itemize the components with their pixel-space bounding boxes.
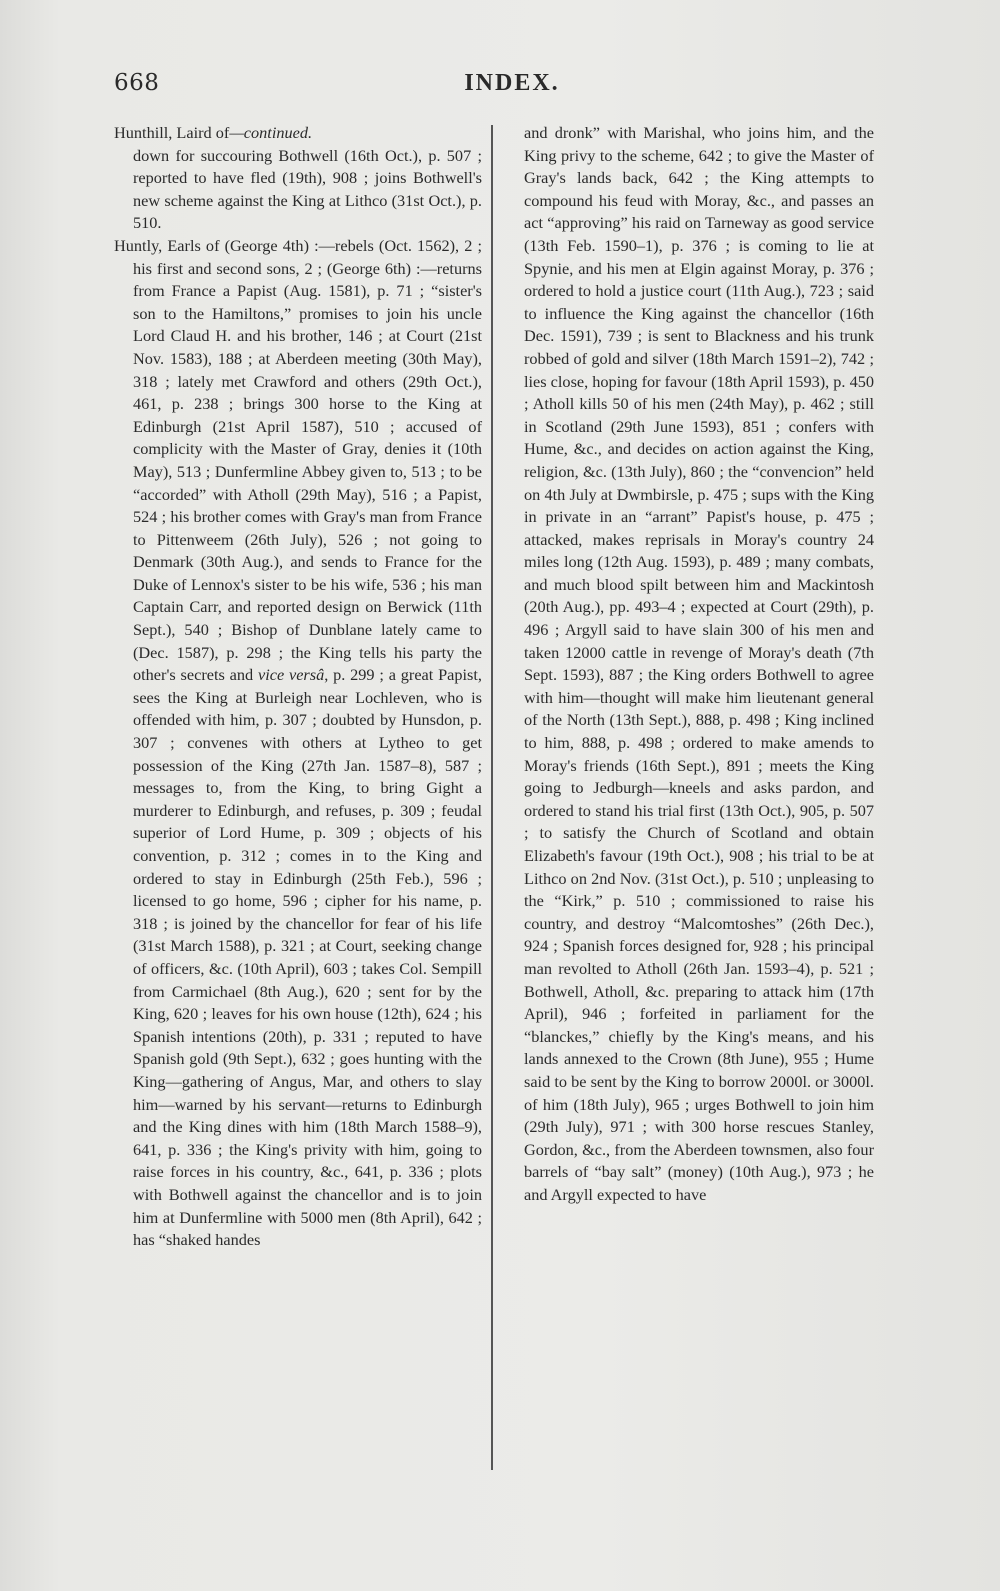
italic-vice-versa: vice versâ: [257, 665, 325, 685]
left-column: [114, 122, 482, 1252]
column-divider: [491, 125, 493, 1470]
entry-huntly: [114, 235, 482, 1252]
entry-huntly-text: Huntly, Earls of (George 4th) :—rebels (Oct. 1562), 2 ; his first and second sons, 2 ; (George 6th) :—returns from France a Papist (Aug. 1581), p. 71 ; “sister's son to the Hamiltons,” promises to join his uncle Lord Claud H. and his brother, 146 ; at Court (21st Nov. 1583), 188 ; at Aberdeen meeting (30th May), 318 ; lately met Crawford and others (29th Oct.), 461, p. 238 ; brings 300 horse to the King at Edinburgh (21st April 1587), 510 ; accused of complicity with the Master of Gray, denies it (10th May), 513 ; Dunfermline Abbey given to, 513 ; to be “accorded” with Atholl (29th May), 516 ; a Papist, 524 ; his brother comes with Gray's man from France to Pittenweem (26th July), 526 ; not going to Denmark (30th Aug.), and sends to France for the Duke of Lennox's sister to be his wife, 536 ; his man Captain Carr, and reported design on Berwick (11th Sept.), 540 ; Bishop of Dunblane lately came to (Dec. 1587), p. 298 ; the King tells his party the other's secrets and: [114, 235, 482, 685]
entry-hunthill-heading: [114, 122, 482, 145]
entry-huntly-text-continued: , p. 299 ; a great Papist, sees the King at Burleigh near Lochleven, who is offended with him, p. 307 ; doubted by Hunsdon, p. 307 ; convenes with others at Lytheo to get possession of the King (27th Jan. 1587–8), 587 ; messages to, from the King, to bring Gight a murderer to Edinburgh, and refuses, p. 309 ; feudal superior of Lord Hume, p. 309 ; objects of his convention, p. 312 ; comes in to the King and ordered to stay in Edinburgh (25th Feb.), 596 ; licensed to go home, 596 ; cipher for his name, p. 318 ; is joined by the chancellor for fear of his life (31st March 1588), p. 321 ; at Court, seeking change of officers, &c. (10th April), 603 ; takes Col. Sempill from Carmichael (8th Aug.), 620 ; sent for by the King, 620 ; leaves for his own house (12th), 624 ; his Spanish intentions (20th), p. 331 ; reputed to have Spanish gold (9th Sept.), 632 ; goes hunting with the King—gathering of Angus, Mar, and others to slay him—warned by his servant—returns to Edinburgh and the King dines with him (18th March 1588–9), 641, p. 336 ; the King's privity with him, going to raise forces in his country, &c., 641, p. 336 ; plots with Bothwell against the chancellor and is to join him at Dunfermline with 5000 men (8th April), 642 ; has “shaked handes: [133, 665, 482, 1250]
page-number: 668: [114, 70, 160, 96]
right-column: [524, 122, 874, 1207]
running-head: INDEX.: [464, 70, 560, 96]
entry-hunthill-text: down for succouring Bothwell (16th Oct.), p. 507 ; reported to have fled (19th), 908 ; joins Bothwell's new scheme against the King at Lithco (31st Oct.), p. 510.: [133, 145, 482, 233]
continued-label: —continued.: [229, 123, 313, 142]
entry-hunthill-name: Hunthill, Laird of: [114, 123, 230, 142]
entry-huntly-continued-right: and dronk” with Marishal, who joins him, and the King privy to the scheme, 642 ; to give the Master of Gray's lands back, 642 ; the King attempts to compound his feud with Moray, &c., and passes an act “approving” his raid on Tarneway as good service (13th Feb. 1590–1), p. 376 ; is coming to lie at Spynie, and his men at Elgin against Moray, p. 376 ; ordered to hold a justice court (11th Aug.), 723 ; said to influence the King against the chancellor (16th Dec. 1591), 739 ; is sent to Blackness and his trunk robbed of gold and silver (18th March 1591–2), 742 ; lies close, hoping for favour (18th April 1593), p. 450 ; Atholl kills 50 of his men (24th May), p. 462 ; still in Scotland (29th June 1593), 851 ; confers with Hume, &c., and decides on action against the King, religion, &c. (13th July), 860 ; the “convencion” held on 4th July at Dwmbirsle, p. 475 ; sups with the King in private in an “arrant” Papist's house, p. 475 ; attacked, makes reprisals in Moray's country 24 miles long (12th Aug. 1593), p. 489 ; many combats, and much blood spilt between him and Mackintosh (20th Aug.), pp. 493–4 ; expected at Court (29th), p. 496 ; Argyll said to have slain 300 of his men and taken 12000 cattle in revenge of Moray's death (7th Sept. 1593), 887 ; the King orders Bothwell to agree with him—thought will make him lieutenant general of the North (13th Sept.), 888, p. 498 ; King inclined to him, 888, p. 498 ; ordered to make amends to Moray's friends (16th Sept.), 891 ; meets the King going to Jedburgh—kneels and asks pardon, and ordered to stand his trial first (13th Oct.), 905, p. 507 ; to satisfy the Church of Scotland and obtain Elizabeth's favour (19th Oct.), 908 ; his trial to be at Lithco on 2nd Nov. (31st Oct.), p. 510 ; unpleasing to the “Kirk,” p. 510 ; commissioned to raise his country, and destroy “Malcomtoshes” (26th Dec.), 924 ; Spanish forces designed for, 928 ; his principal man revolted to Atholl (26th Jan. 1593–4), p. 521 ; Bothwell, Atholl, &c. preparing to attack him (17th April), 946 ; forfeited in parliament for the “blanckes,” chiefly by the King's means, and his lands annexed to the Crown (8th June), 955 ; Hume said to be sent by the King to borrow 2000l. or 3000l. of him (18th July), 965 ; urges Bothwell to join him (29th July), 971 ; with 300 horse rescues Stanley, Gordon, &c., from the Aberdeen townsmen, also four barrels of “bay salt” (money) (10th Aug.), 973 ; he and Argyll expected to have: [524, 123, 874, 1204]
